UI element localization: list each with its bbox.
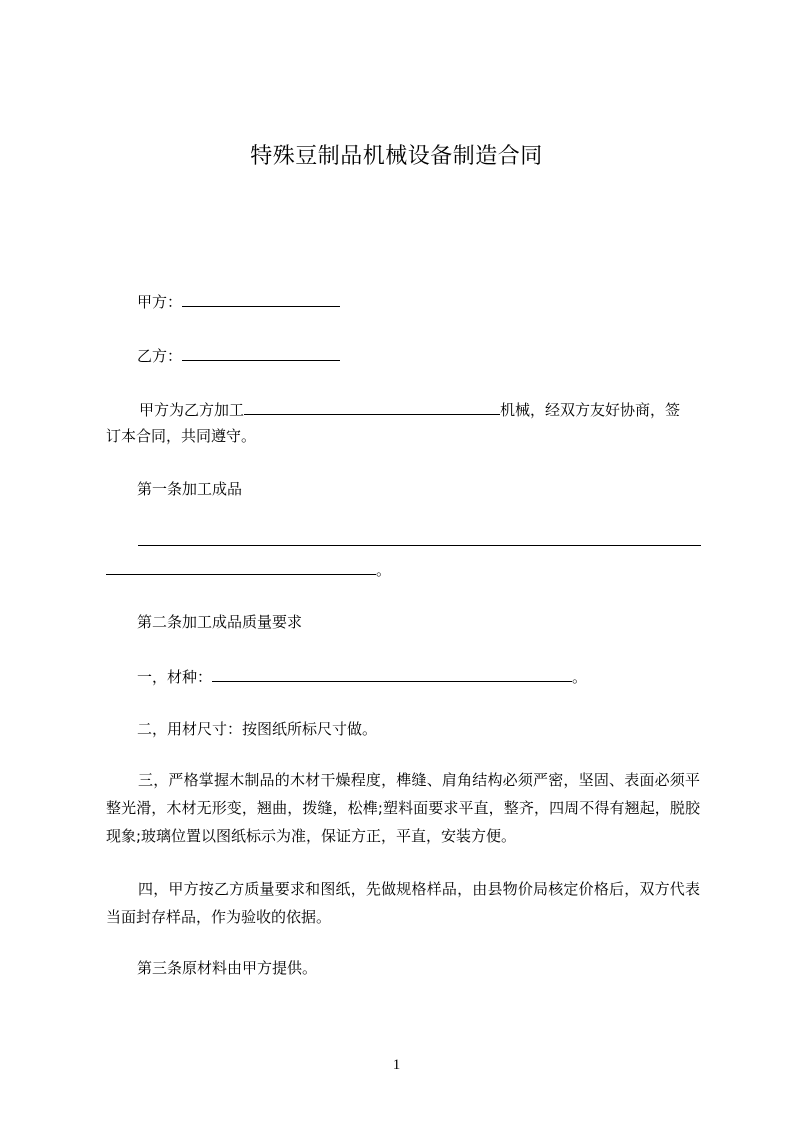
article2-heading: 第二条加工成品质量要求	[137, 613, 303, 631]
intro-line-2: 订本合同，共同遵守。	[106, 427, 257, 445]
article3-heading: 第三条原材料由甲方提供。	[137, 959, 318, 977]
article1-rule-1	[138, 545, 701, 546]
item1-blank	[212, 665, 572, 682]
intro-suffix: 机械，经双方友好协商，签	[500, 401, 681, 419]
party-b-label: 乙方：	[137, 347, 183, 365]
party-a-label: 甲方：	[137, 293, 183, 311]
item4-paragraph: 四，甲方按乙方质量要求和图纸，先做规格样品，由县物价局核定价格后，双方代表当面封存样品，作为验收的依据。	[106, 880, 700, 926]
article1-line-2	[106, 558, 700, 581]
item1-label: 一，材种：	[137, 668, 213, 686]
party-b-line	[137, 344, 700, 367]
item3-paragraph: 三，严格掌握木制品的木材干燥程度，榫缝、肩角结构必须严密，坚固、表面必须平整光滑，木材无形变，翘曲，拨缝，松榫;塑料面要求平直，整齐，四周不得有翘起，脱胶现象;玻璃位置以图纸标示为准，保证方正，平直，安装方便。	[106, 771, 700, 845]
article1-blank-2	[106, 558, 376, 575]
intro-blank	[244, 398, 500, 415]
article1-heading: 第一条加工成品	[137, 480, 243, 498]
item2-line: 二，用材尺寸：按图纸所标尺寸做。	[137, 720, 378, 738]
party-a-blank	[182, 290, 340, 307]
document-title: 特殊豆制品机械设备制造合同	[250, 144, 543, 169]
item1-line	[137, 665, 700, 688]
item1-end: 。	[572, 668, 588, 686]
party-a-line	[137, 290, 700, 313]
intro-prefix: 甲方为乙方加工	[139, 401, 245, 419]
party-b-blank	[182, 344, 340, 361]
article1-end: 。	[376, 561, 392, 579]
intro-line-1	[106, 398, 700, 421]
page-number: 1	[392, 1057, 401, 1073]
